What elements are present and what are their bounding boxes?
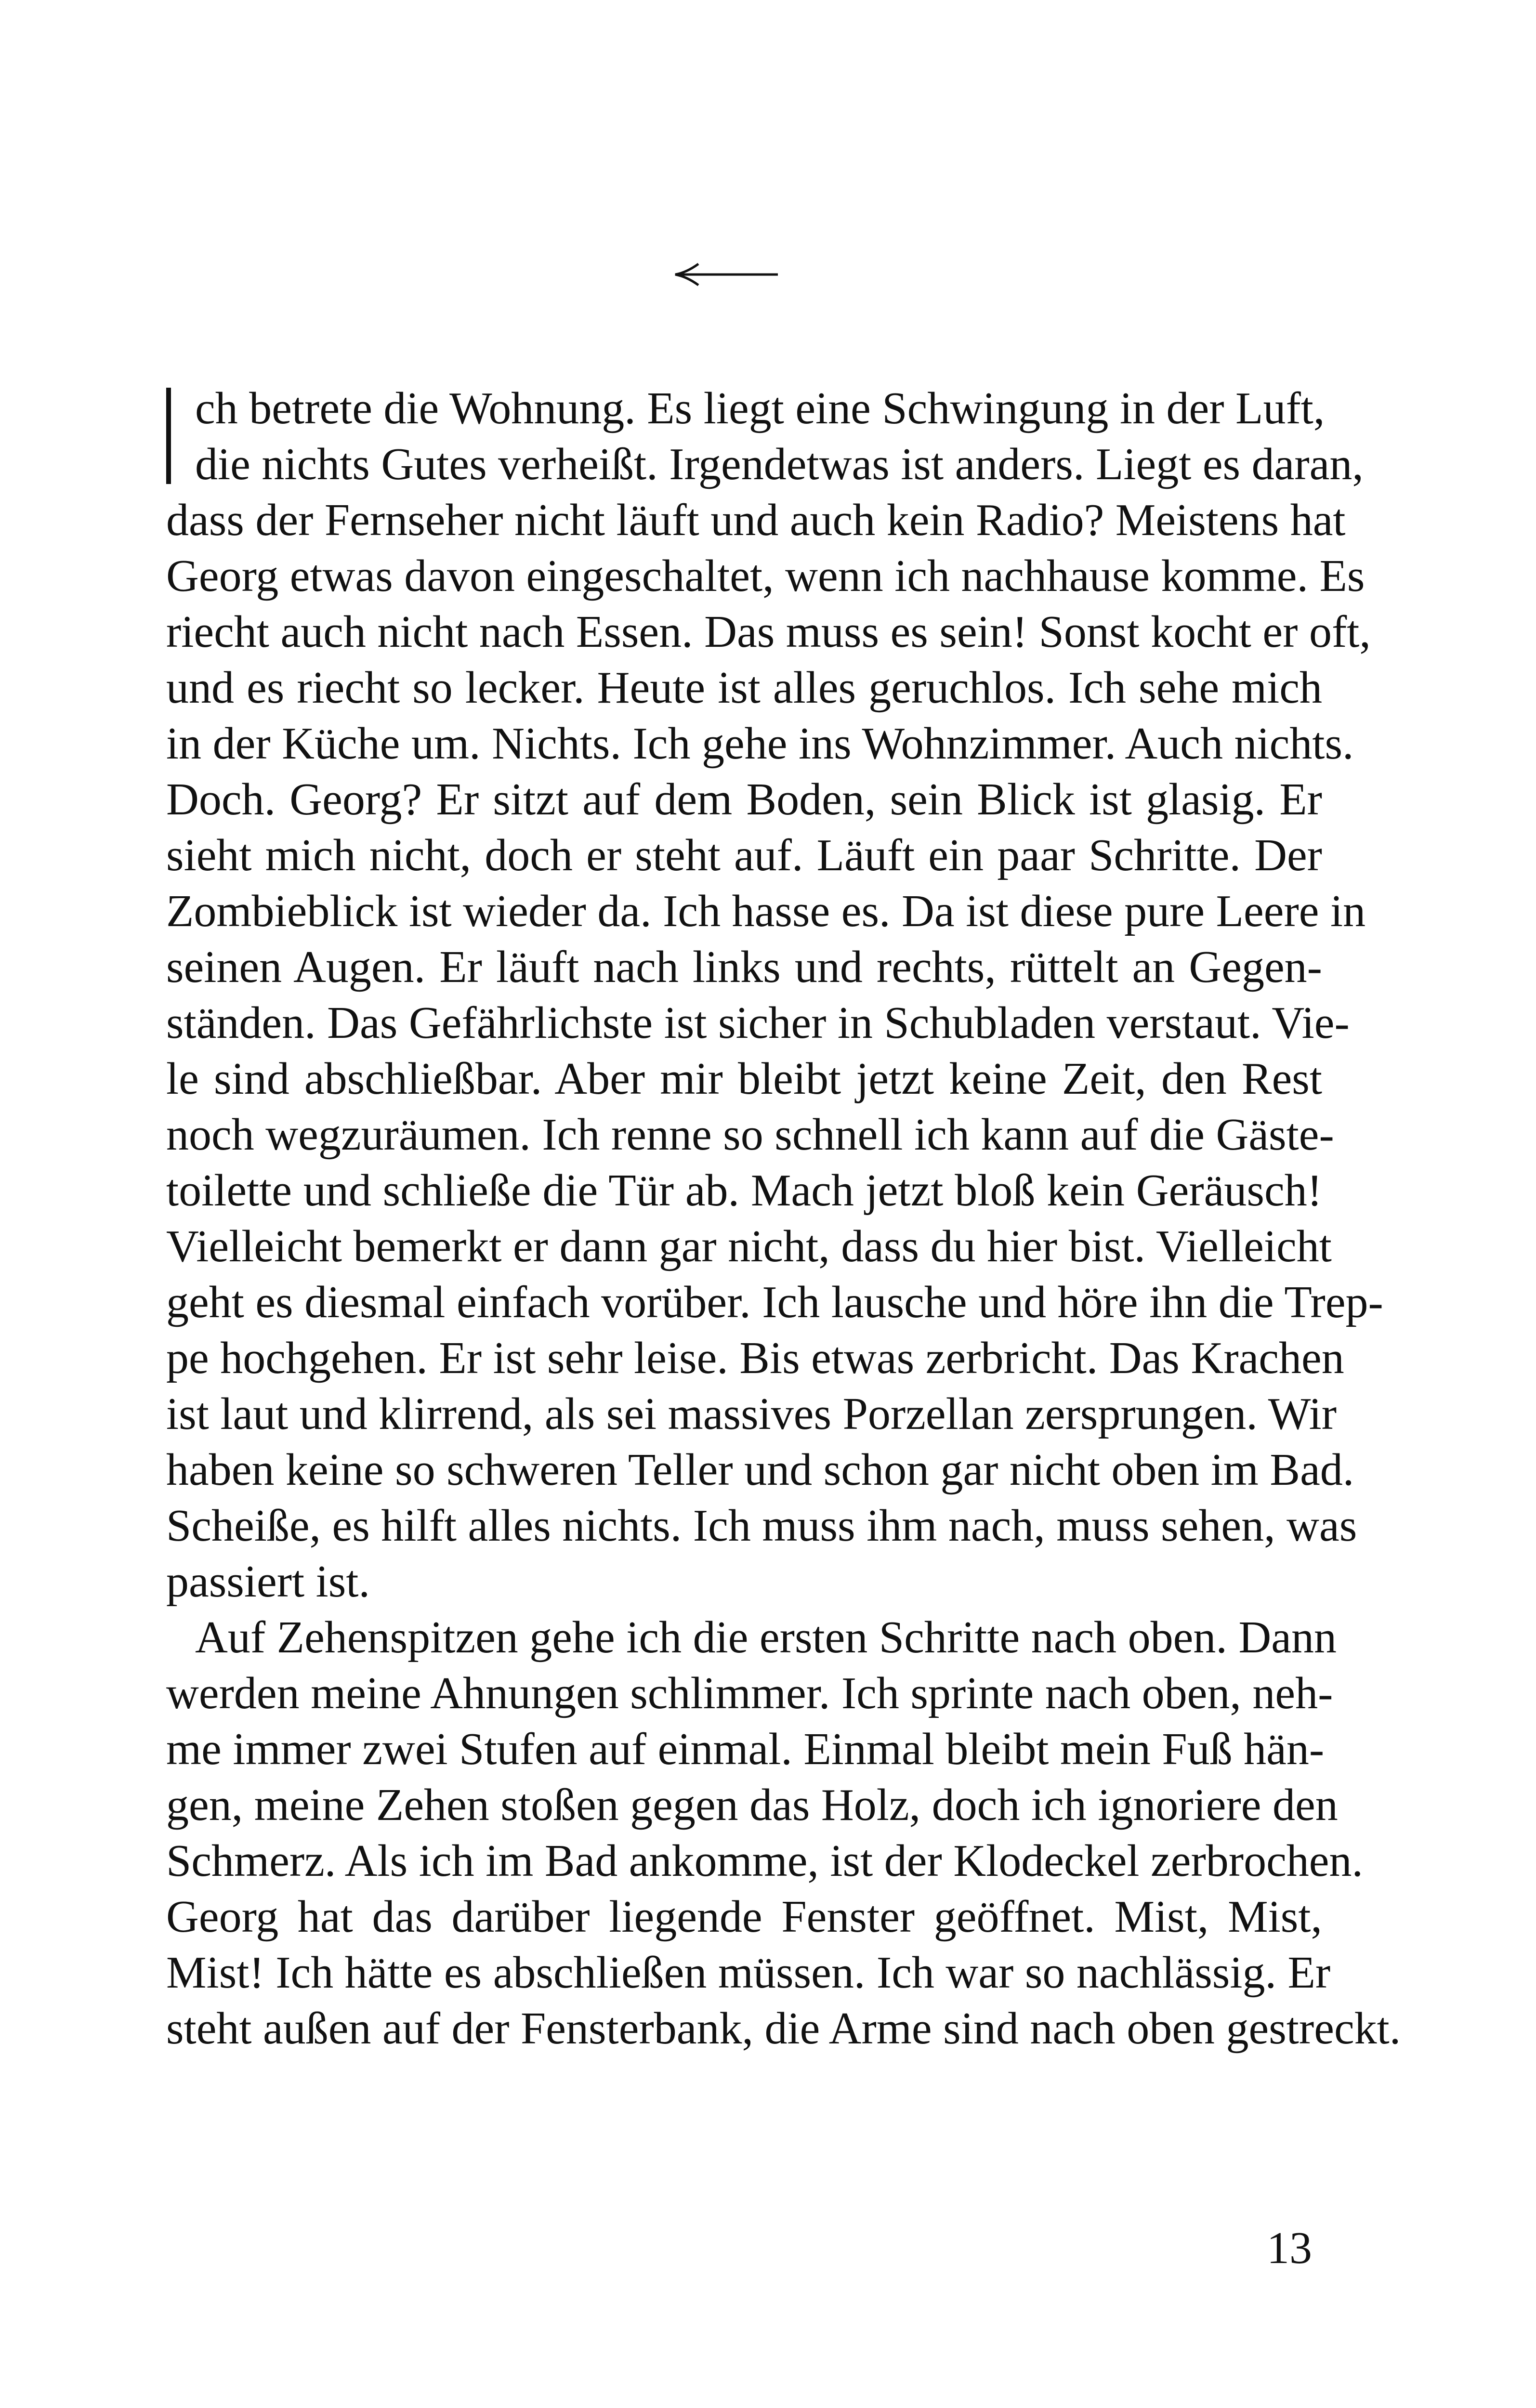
text-line: ch betrete die Wohnung. Es liegt eine Schwingung in der Luft, — [195, 383, 1325, 433]
text-line: werden meine Ahnungen schlimmer. Ich sprinte nach oben, neh- — [166, 1668, 1333, 1718]
text-line: riecht auch nicht nach Essen. Das muss es sein! Sonst kocht er oft, — [166, 607, 1371, 657]
text-line: steht außen auf der Fensterbank, die Arme sind nach oben gestreckt. — [166, 2003, 1401, 2054]
text-line: ständen. Das Gefährlichste ist sicher in Schubladen verstaut. Vie- — [166, 998, 1350, 1048]
text-line: seinen Augen. Er läuft nach links und rechts, rüttelt an Gegen- — [166, 942, 1322, 992]
text-line: Schmerz. Als ich im Bad ankomme, ist der Klodeckel zerbrochen. — [166, 1836, 1364, 1886]
text-line: sieht mich nicht, doch er steht auf. Läuft ein paar Schritte. Der — [166, 830, 1322, 880]
paragraph-1 — [166, 380, 1383, 1610]
text-line: Doch. Georg? Er sitzt auf dem Boden, sein Blick ist glasig. Er — [166, 774, 1322, 824]
text-line: Zombieblick ist wieder da. Ich hasse es. Da ist diese pure Leere in — [166, 886, 1366, 936]
text-line: geht es diesmal einfach vorüber. Ich lausche und höre ihn die Trep- — [166, 1277, 1383, 1327]
text-line: ist laut und klirrend, als sei massives Porzellan zersprungen. Wir — [166, 1389, 1337, 1439]
text-line: Vielleicht bemerkt er dann gar nicht, dass du hier bist. Vielleicht — [166, 1221, 1332, 1271]
body-text — [166, 380, 1401, 2056]
text-line: le sind abschließbar. Aber mir bleibt jetzt keine Zeit, den Rest — [166, 1054, 1322, 1104]
text-line: toilette und schließe die Tür ab. Mach jetzt bloß kein Geräusch! — [166, 1165, 1322, 1216]
text-line: die nichts Gutes verheißt. Irgendetwas ist anders. Liegt es daran, — [195, 439, 1364, 489]
text-line: Mist! Ich hätte es abschließen müssen. Ich war so nachlässig. Er — [166, 1948, 1331, 1998]
text-line: me immer zwei Stufen auf einmal. Einmal bleibt mein Fuß hän- — [166, 1724, 1325, 1774]
left-arrow-icon — [670, 255, 780, 294]
text-line: Scheiße, es hilft alles nichts. Ich muss ihm nach, muss sehen, was — [166, 1501, 1357, 1551]
text-line: Auf Zehenspitzen gehe ich die ersten Schritte nach oben. Dann — [195, 1612, 1337, 1662]
text-line: dass der Fernseher nicht läuft und auch kein Radio? Meistens hat — [166, 495, 1346, 545]
text-line: Georg etwas davon eingeschaltet, wenn ich nachhause komme. Es — [166, 551, 1365, 601]
text-line: in der Küche um. Nichts. Ich gehe ins Wohnzimmer. Auch nichts. — [166, 719, 1354, 769]
text-line: passiert ist. — [166, 1557, 370, 1607]
page-number: 13 — [1267, 2223, 1312, 2273]
paragraph-2 — [166, 1610, 1401, 2056]
text-line: haben keine so schweren Teller und schon gar nicht oben im Bad. — [166, 1445, 1354, 1495]
text-line: und es riecht so lecker. Heute ist alles geruchlos. Ich sehe mich — [166, 663, 1322, 713]
text-line: gen, meine Zehen stoßen gegen das Holz, doch ich ignoriere den — [166, 1780, 1338, 1830]
text-line: Georg hat das darüber liegende Fenster geöffnet. Mist, Mist, — [166, 1892, 1322, 1942]
text-line: noch wegzuräumen. Ich renne so schnell ich kann auf die Gäste- — [166, 1110, 1334, 1160]
text-line: pe hochgehen. Er ist sehr leise. Bis etwas zerbricht. Das Krachen — [166, 1333, 1344, 1383]
